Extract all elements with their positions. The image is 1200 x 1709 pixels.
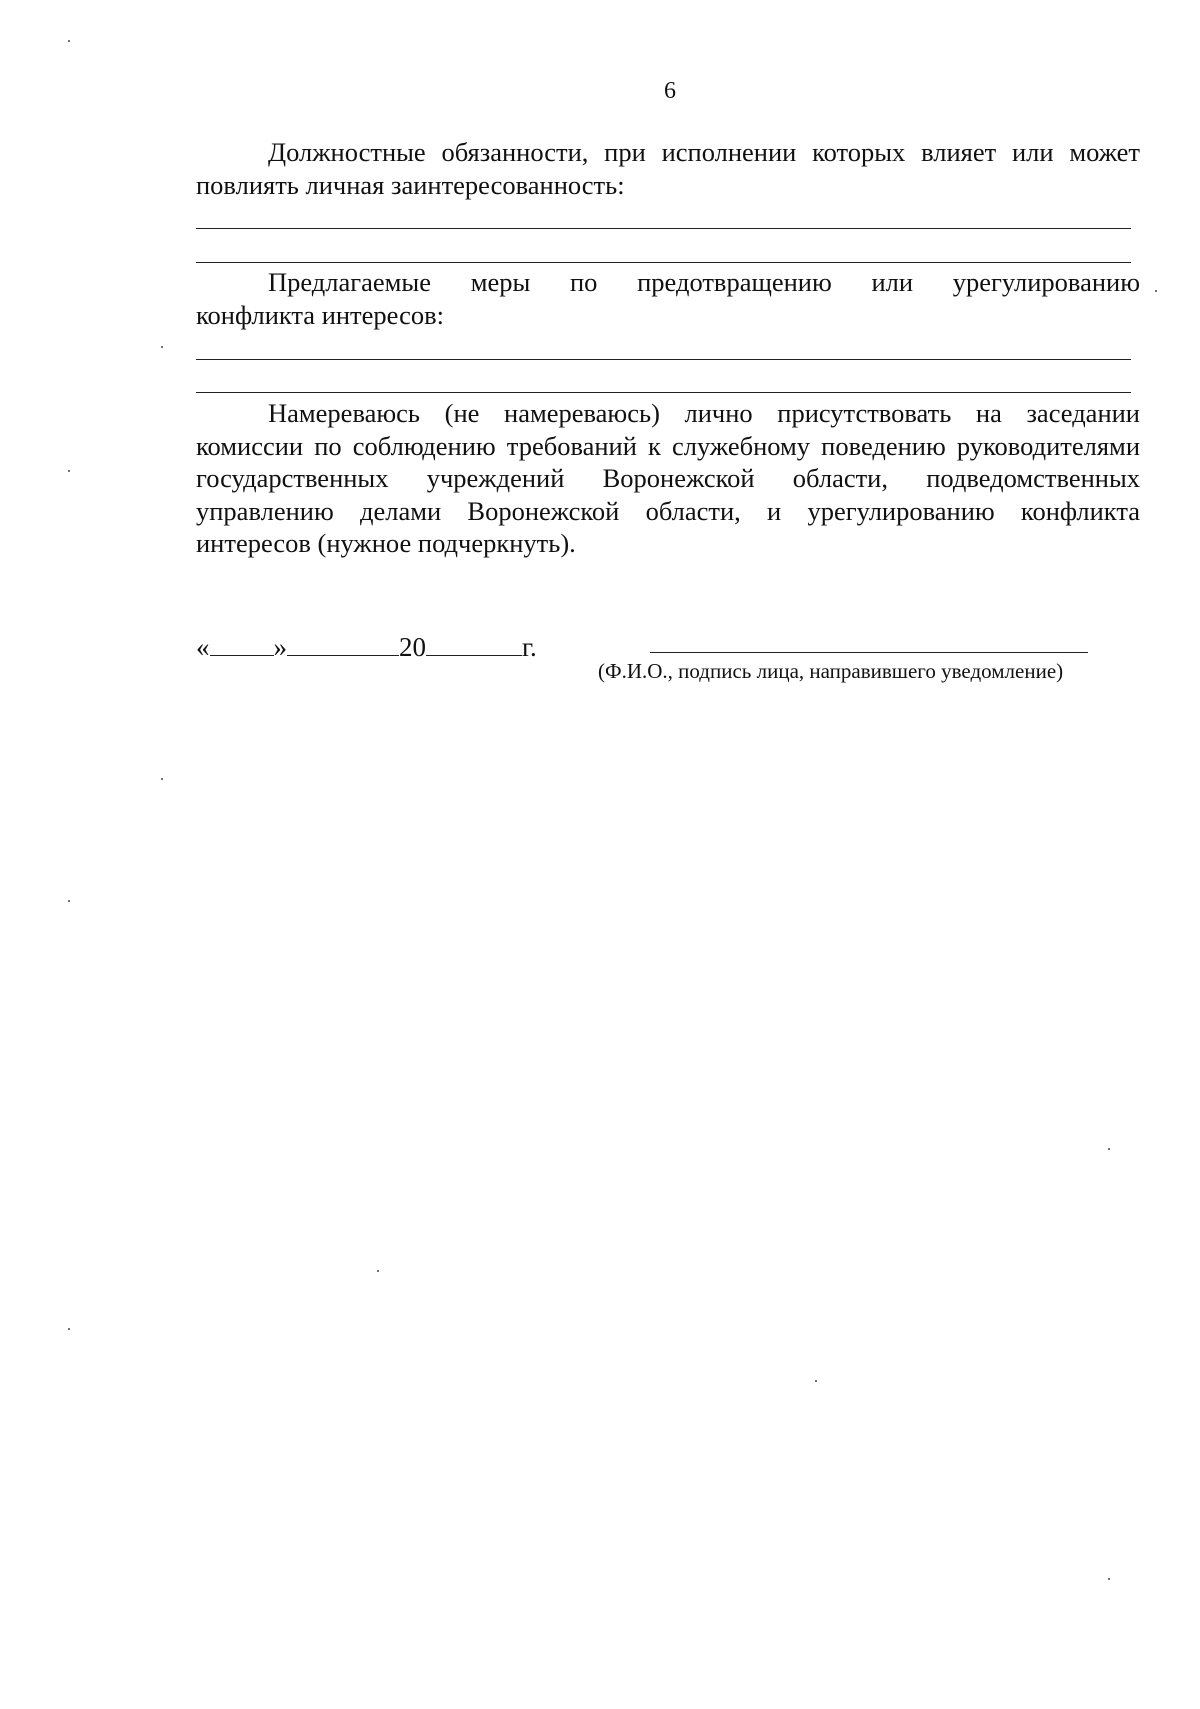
scan-speck	[1155, 290, 1157, 292]
year-blank[interactable]	[426, 629, 522, 656]
duties-paragraph: Должностные обязанности, при исполнении которых влияет или может повлиять личная заинтересованность:	[196, 137, 1140, 200]
month-blank[interactable]	[287, 629, 399, 656]
scan-speck	[815, 1380, 817, 1382]
date-close-quote: »	[273, 632, 287, 662]
scan-speck	[68, 40, 70, 42]
duties-fill-line-1	[196, 228, 1131, 229]
measures-paragraph	[196, 266, 1140, 331]
scan-speck	[161, 778, 163, 780]
scan-speck	[377, 1270, 379, 1272]
signature-line[interactable]	[650, 652, 1088, 653]
day-blank[interactable]	[210, 629, 274, 656]
measures-paragraph-main: Предлагаемые меры по предотвращению или урегулированию	[268, 267, 1140, 297]
page-number: 6	[664, 78, 676, 104]
date-line	[196, 629, 537, 663]
measures-fill-line-1	[196, 359, 1131, 360]
scan-speck	[68, 470, 70, 472]
measures-fill-line-2	[196, 392, 1131, 393]
year-prefix: 20	[399, 632, 426, 662]
scan-speck	[161, 346, 163, 348]
scan-speck	[68, 1328, 70, 1330]
attendance-paragraph: Намереваюсь (не намереваюсь) лично присутствовать на заседании комиссии по соблюдению требований к служебному поведению руководителями государственных учреждений Воронежской области, подведомственных управлению делами Воронежской области, и урегулированию конфликта интересов (нужное подчеркнуть).	[196, 398, 1140, 558]
year-suffix: г.	[522, 632, 537, 662]
duties-fill-line-2	[196, 262, 1131, 263]
scan-speck	[1108, 1148, 1110, 1150]
measures-paragraph-last: конфликта интересов:	[196, 299, 444, 330]
scan-speck	[68, 900, 70, 902]
signature-caption: (Ф.И.О., подпись лица, направившего уведомление)	[598, 659, 1064, 683]
scan-speck	[1108, 1578, 1110, 1580]
date-open-quote: «	[196, 632, 210, 662]
